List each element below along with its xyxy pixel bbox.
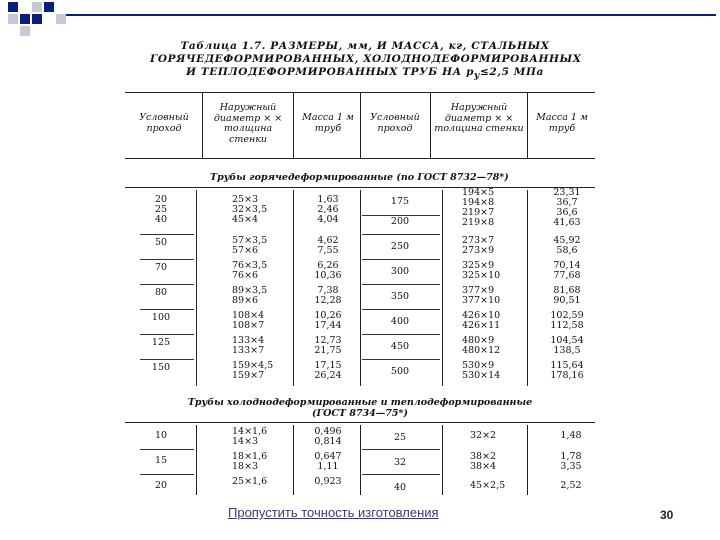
row-separator — [140, 284, 194, 285]
hot-mass-right-cell: 70,14 77,68 — [553, 260, 581, 281]
hot-mass-right-cell: 45,92 58,6 — [553, 235, 581, 256]
title-line-1: Таблица 1.7. РАЗМЕРЫ, мм, И МАССА, кг, СТАЛЬНЫХ — [180, 40, 550, 52]
row-separator — [140, 334, 194, 335]
hot-mass-right-cell: 23,31 36,7 36,6 41,63 — [553, 187, 581, 228]
row-separator — [140, 474, 194, 475]
title-pressure-subscript: у — [474, 71, 481, 81]
row-separator — [362, 474, 440, 475]
header-size-left: Наружный диаметр × × толщина стенки — [213, 102, 283, 145]
column-separator — [360, 190, 361, 386]
row-separator — [362, 215, 440, 216]
page-number: 30 — [660, 508, 674, 522]
header-separator — [202, 92, 203, 158]
hot-dn-cell: 80 — [154, 287, 168, 298]
hot-mass-right-cell: 115,64 178,16 — [550, 360, 584, 381]
decorative-header-squares — [0, 0, 720, 40]
row-separator — [362, 284, 440, 285]
hot-size-cell: 108×4 108×7 — [232, 310, 265, 331]
hot-dn-right-cell: 400 — [390, 316, 410, 327]
title-pressure-value: ≤2,5 МПа — [480, 66, 544, 78]
cold-dn-cell: 10 — [154, 430, 168, 441]
hot-mass-cell: 10,26 17,44 — [314, 310, 342, 331]
hot-size-right-cell: 194×5 194×8 219×7 219×8 — [462, 187, 495, 228]
deco-square — [20, 14, 30, 24]
header-dn-right: Условный проход — [370, 112, 420, 134]
cold-size-right-cell: 45×2,5 — [470, 480, 506, 491]
hot-dn-cell: 100 — [151, 312, 171, 323]
deco-square — [56, 14, 66, 24]
hot-size-cell: 76×3,5 76×6 — [232, 260, 268, 281]
row-separator — [140, 359, 194, 360]
cold-dn-right-cell: 25 — [393, 432, 407, 443]
row-separator — [362, 259, 440, 260]
hot-mass-cell: 1,63 2,46 4,04 — [317, 194, 339, 225]
hot-mass-cell: 7,38 12,28 — [314, 285, 342, 306]
cold-size-right-cell: 32×2 — [470, 430, 497, 441]
header-separator — [360, 92, 361, 158]
header-mass-right: Масса 1 м труб — [536, 112, 588, 134]
cold-dn-cell: 15 — [154, 455, 168, 466]
column-separator — [442, 190, 443, 386]
section-hot-rule — [125, 187, 595, 188]
row-separator — [140, 449, 194, 450]
hot-dn-cell: 150 — [151, 362, 171, 373]
cold-size-right-cell: 38×2 38×4 — [470, 451, 497, 472]
column-separator — [527, 425, 528, 495]
hot-size-right-cell: 325×9 325×10 — [462, 260, 501, 281]
hot-dn-right-cell: 350 — [390, 291, 410, 302]
column-separator — [442, 425, 443, 495]
hot-dn-right-cell: 300 — [390, 266, 410, 277]
header-bottom-rule — [125, 158, 595, 159]
hot-dn-cell: 70 — [154, 262, 168, 273]
row-separator — [362, 234, 440, 235]
cold-mass-right-cell: 1,48 — [560, 430, 582, 441]
cold-mass-cell: 0,647 1,11 — [314, 451, 342, 472]
section-cold-title-line-2: (ГОСТ 8734—75*) — [312, 408, 408, 419]
column-separator — [527, 190, 528, 386]
hot-size-right-cell: 480×9 480×12 — [462, 335, 501, 356]
deco-square — [32, 14, 42, 24]
title-line-3 — [150, 66, 580, 83]
column-separator — [196, 190, 197, 386]
column-separator — [196, 425, 197, 495]
cold-size-cell: 25×1,6 — [232, 476, 268, 487]
hot-size-right-cell: 426×10 426×11 — [462, 310, 501, 331]
hot-mass-right-cell: 102,59 112,58 — [550, 310, 584, 331]
hot-size-right-cell: 377×9 377×10 — [462, 285, 501, 306]
deco-square — [44, 2, 54, 12]
deco-square — [32, 2, 42, 12]
header-separator — [527, 92, 528, 158]
hot-dn-right-cell: 450 — [390, 341, 410, 352]
hot-dn-right-cell: 500 — [390, 366, 410, 377]
row-separator — [362, 334, 440, 335]
hot-dn-right-cell: 175 200 — [390, 196, 410, 227]
header-dn-left: Условный проход — [139, 112, 189, 134]
hot-size-cell: 57×3,5 57×6 — [232, 235, 268, 256]
cold-size-cell: 14×1,6 14×3 — [232, 426, 268, 447]
hot-mass-right-cell: 81,68 90,51 — [553, 285, 581, 306]
title-line-2: ГОРЯЧЕДЕФОРМИРОВАННЫХ, ХОЛОДНОДЕФОРМИРОВАННЫХ — [150, 53, 582, 65]
header-size-right: Наружный диаметр × × толщина стенки — [434, 102, 524, 134]
cold-mass-right-cell: 1,78 3,35 — [560, 451, 582, 472]
hot-size-cell: 25×3 32×3,5 45×4 — [232, 194, 268, 225]
row-separator — [362, 359, 440, 360]
hot-size-cell: 159×4,5 159×7 — [232, 360, 274, 381]
cold-dn-right-cell: 32 — [393, 457, 407, 468]
title-pressure-symbol: p — [466, 66, 475, 78]
section-cold-title — [170, 397, 550, 419]
cold-dn-cell: 20 — [154, 480, 168, 491]
hot-dn-cell: 125 — [151, 337, 171, 348]
column-separator — [293, 425, 294, 495]
deco-square — [8, 2, 18, 12]
row-separator — [140, 259, 194, 260]
cold-mass-right-cell: 2,52 — [560, 480, 582, 491]
hot-mass-cell: 6,26 10,36 — [314, 260, 342, 281]
header-mass-left: Масса 1 м труб — [302, 112, 354, 134]
cold-mass-cell: 0,923 — [314, 476, 342, 487]
hot-dn-cell: 20 25 40 — [154, 194, 168, 225]
cold-size-cell: 18×1,6 18×3 — [232, 451, 268, 472]
hot-mass-cell: 12,73 21,75 — [314, 335, 342, 356]
deco-rule — [66, 14, 716, 16]
deco-square — [20, 26, 30, 36]
column-separator — [360, 425, 361, 495]
cold-dn-right-cell: 40 — [393, 482, 407, 493]
hot-size-cell: 133×4 133×7 — [232, 335, 265, 356]
section-cold-rule — [125, 422, 595, 423]
deco-square — [8, 14, 18, 24]
section-cold-title-line-1: Трубы холоднодеформированные и теплодеформированные — [187, 397, 533, 408]
table-title — [150, 40, 580, 83]
title-line-3-text: И ТЕПЛОДЕФОРМИРОВАННЫХ ТРУБ НА — [186, 66, 462, 78]
cold-mass-cell: 0,496 0,814 — [314, 426, 342, 447]
hot-mass-right-cell: 104,54 138,5 — [550, 335, 584, 356]
row-separator — [362, 449, 440, 450]
skip-tolerance-link[interactable]: Пропустить точность изготовления — [228, 505, 439, 520]
hot-size-right-cell: 530×9 530×14 — [462, 360, 501, 381]
row-separator — [140, 309, 194, 310]
hot-dn-right-cell: 250 — [390, 241, 410, 252]
hot-mass-cell: 17,15 26,24 — [314, 360, 342, 381]
section-hot-title: Трубы горячедеформированные (по ГОСТ 8732—78*) — [210, 172, 509, 183]
column-separator — [293, 190, 294, 386]
header-separator — [430, 92, 431, 158]
hot-mass-cell: 4,62 7,55 — [317, 235, 339, 256]
hot-dn-cell: 50 — [154, 237, 168, 248]
hot-size-right-cell: 273×7 273×9 — [462, 235, 495, 256]
hot-size-cell: 89×3,5 89×6 — [232, 285, 268, 306]
row-separator — [140, 234, 194, 235]
header-separator — [293, 92, 294, 158]
row-separator — [362, 309, 440, 310]
